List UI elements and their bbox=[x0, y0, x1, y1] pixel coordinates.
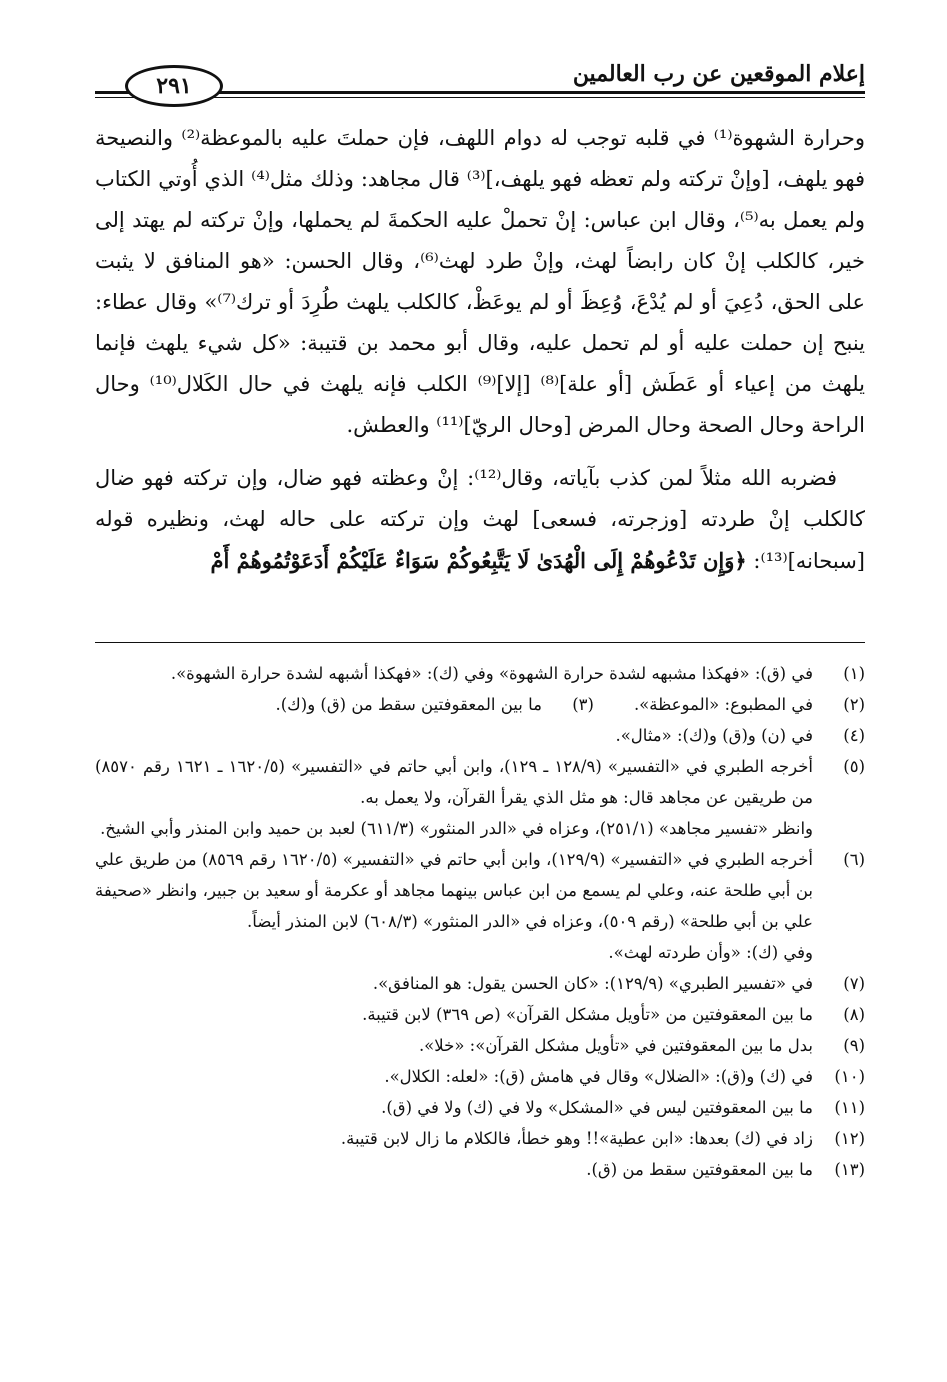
footnote-number: (٤) bbox=[843, 726, 865, 745]
footnote-number: (١٢) bbox=[834, 1129, 865, 1148]
main-text bbox=[95, 118, 865, 582]
footnote-text: في (ق): «فهكذا مشبهه لشدة حرارة الشهوة» وفي (ك): «فهكذا أشبهه لشدة حرارة الشهوة». bbox=[170, 664, 813, 683]
running-header bbox=[95, 55, 865, 103]
footnote-4 bbox=[95, 720, 865, 751]
footnote-number: (٧) bbox=[843, 974, 865, 993]
quran-verse: ﴿وَإِن تَدْعُوهُمْ إِلَى الْهُدَىٰ لَا يَتَّبِعُوكُمْ سَوَاءٌ عَلَيْكُمْ أَدَعَوْتُمُوهُمْ أَمْ bbox=[210, 548, 747, 573]
paragraph-2 bbox=[95, 458, 865, 582]
footnote-number: (٢) bbox=[843, 695, 865, 714]
footnote-2-3 bbox=[95, 689, 865, 720]
footnote-text: في (ك) و(ق): «الضلال» وقال في هامش (ق): «لعله: الكلال». bbox=[384, 1067, 813, 1086]
footnote-text: ما بين المعقوفتين ليس في «المشكل» ولا في (ك) ولا في (ق). bbox=[381, 1098, 813, 1117]
footnote-5 bbox=[95, 751, 865, 813]
footnote-number: (١١) bbox=[834, 1098, 865, 1117]
footnote-text: ما بين المعقوفتين من «تأويل مشكل القرآن» (ص ٣٦٩) لابن قتيبة. bbox=[362, 1005, 813, 1024]
footnote-text: في «تفسير الطبري» (١٢٩/٩): «كان الحسن يقول: هو المنافق». bbox=[372, 974, 813, 993]
footnote-number: (١٣) bbox=[834, 1160, 865, 1179]
paragraph-1: وحرارة الشهوة⁽¹⁾ في قلبه توجب له دوام اللهف، فإن حملتَ عليه بالموعظة⁽²⁾ والنصيحة فهو يلهف، [وإنْ تركته ولم تعظه فهو يلهف،]⁽³⁾ قال مجاهد: وذلك مثل⁽⁴⁾ الذي أُوتي الكتاب ولم يعمل به⁽⁵⁾، وقال ابن عباس: إنْ تحملْ عليه الحكمةَ لم يحملها، وإنْ تركته لم يهتد إلى خير، كالكلب إنْ كان رابضاً لهث، وإنْ طرد لهث⁽⁶⁾، وقال الحسن: «هو المنافق لا يثبت على الحق، دُعِيَ أو لم يُدْعَ، وُعِظَ أو لم يوعَظْ، كالكلب يلهث طُرِدَ أو ترك⁽⁷⁾» وقال عطاء: ينبح إن حملت عليه أو لم تحمل عليه، وقال أبو محمد بن قتيبة: «كل شيء يلهث فإنما يلهث من إعياء أو عَطَش [أو علة]⁽⁸⁾ [إلا]⁽⁹⁾ الكلب فإنه يلهث في حال الكَلال⁽¹⁰⁾ وحال الراحة وحال الصحة وحال المرض [وحال الريّ]⁽¹¹⁾ والعطش. bbox=[95, 126, 866, 437]
footnote-13 bbox=[95, 1154, 865, 1185]
footnote-number: (٨) bbox=[843, 1005, 865, 1024]
footnote-number: (٣) bbox=[572, 695, 594, 714]
footnote-5-continuation: وانظر «تفسير مجاهد» (٢٥١/١)، وعزاه في «الدر المنثور» (٦١١/٣) لعبد بن حميد وابن المنذر وأبي الشيخ. bbox=[100, 819, 813, 838]
footnote-text: بدل ما بين المعقوفتين في «تأويل مشكل القرآن»: «خلا». bbox=[418, 1036, 813, 1055]
footnote-number: (١) bbox=[843, 664, 865, 683]
footnote-number: (٥) bbox=[843, 757, 865, 776]
footnote-6 bbox=[95, 844, 865, 937]
footnote-12 bbox=[95, 1123, 865, 1154]
page-number: ٢٩١ bbox=[125, 65, 223, 107]
paragraph-2-text: فضربه الله مثلاً لمن كذب بآياته، وقال⁽¹²⁾: إنْ وعظته فهو ضال، وإن تركته فهو ضال كالكلب إنْ طردته [وزجرته، فسعى] لهث وإن تركته على حاله لهث، ونظيره قوله [سبحانه]⁽¹³⁾: bbox=[95, 466, 865, 573]
footnote-text: أخرجه الطبري في «التفسير» (١٢٨/٩ ـ ١٢٩)، وابن أبي حاتم في «التفسير» (١٦٢٠/٥ ـ ١٦٢١ رقم ٨٥٧٠) من طريقين عن مجاهد قال: هو مثل الذي يقرأ القرآن، ولا يعمل به. bbox=[95, 757, 814, 807]
footnote-7 bbox=[95, 968, 865, 999]
footnotes bbox=[95, 658, 865, 1185]
footnote-10 bbox=[95, 1061, 865, 1092]
footnote-separator bbox=[95, 642, 865, 643]
footnote-1 bbox=[95, 658, 865, 689]
footnote-11 bbox=[95, 1092, 865, 1123]
footnote-text: ما بين المعقوفتين سقط من (ق). bbox=[586, 1160, 813, 1179]
footnote-text: في المطبوع: «الموعظة». bbox=[633, 695, 813, 714]
footnote-number: (١٠) bbox=[834, 1067, 865, 1086]
book-title: إعلام الموقعين عن رب العالمين bbox=[572, 61, 865, 87]
footnote-number: (٩) bbox=[843, 1036, 865, 1055]
footnote-text: في (ن) و(ق) و(ك): «مثال». bbox=[615, 726, 813, 745]
footnote-text: زاد في (ك) بعدها: «ابن عطية»!! وهو خطأ، فالكلام ما زال لابن قتيبة. bbox=[340, 1129, 813, 1148]
footnote-text: أخرجه الطبري في «التفسير» (١٢٩/٩)، وابن أبي حاتم في «التفسير» (١٦٢٠/٥ رقم ٨٥٦٩) من طريق علي بن أبي طلحة عنه، وعلي لم يسمع من ابن عباس بينهما مجاهد أو عكرمة أو سعيد بن جبير، وانظر «صحيفة علي بن أبي طلحة» (رقم ٥٠٩)، وعزاه في «الدر المنثور» (٦٠٨/٣) لابن المنذر أيضاً. bbox=[95, 850, 813, 931]
footnote-6-continuation: وفي (ك): «وأن طردته لهث». bbox=[608, 943, 813, 962]
footnote-number: (٦) bbox=[843, 850, 865, 869]
footnote-8 bbox=[95, 999, 865, 1030]
footnote-9 bbox=[95, 1030, 865, 1061]
footnote-text: ما بين المعقوفتين سقط من (ق) و(ك). bbox=[275, 695, 542, 714]
